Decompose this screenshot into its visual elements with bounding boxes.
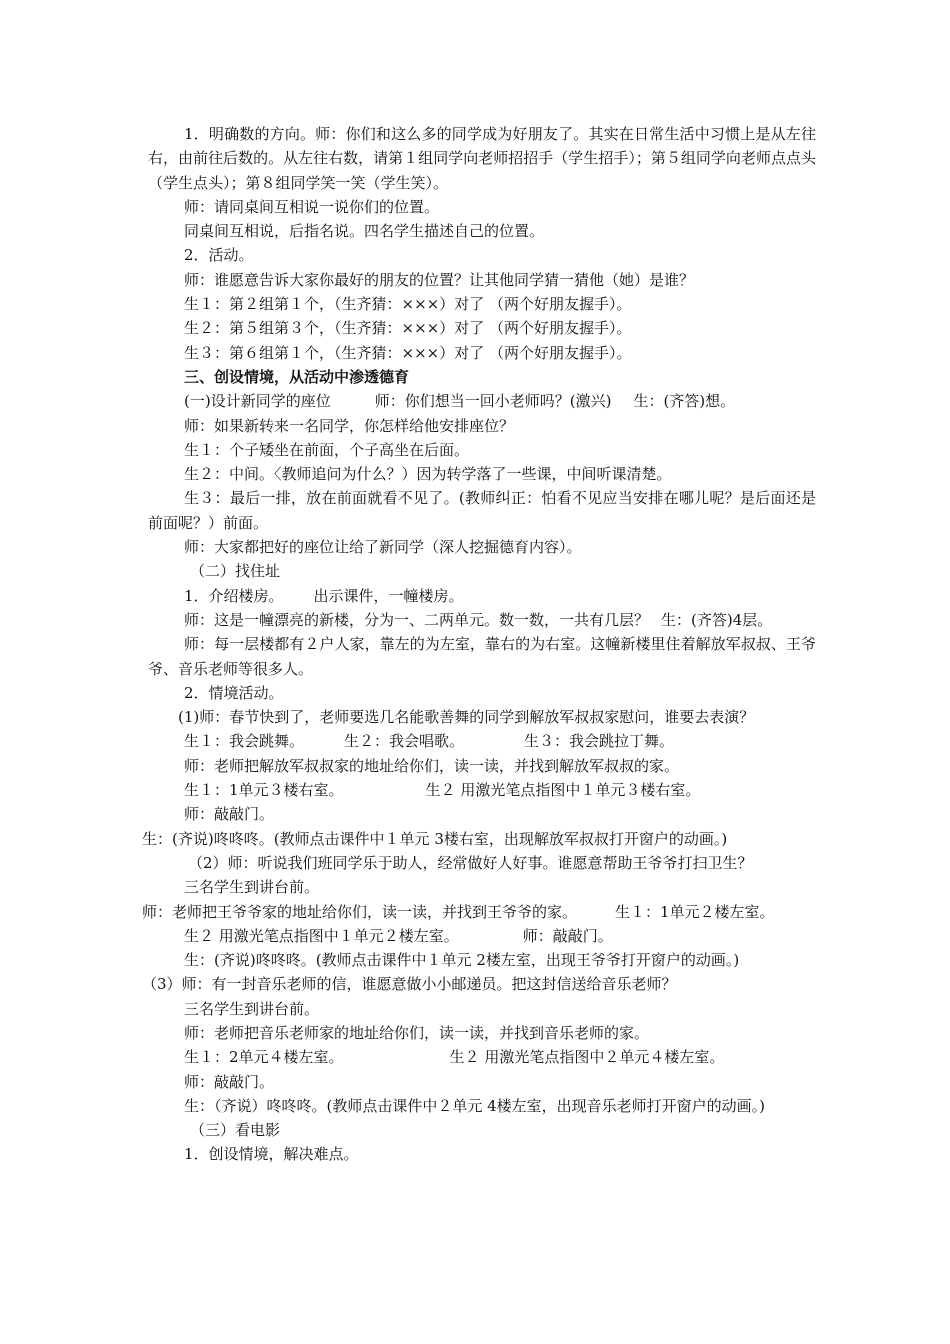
grandpa-address-answer: 生１：1单元２楼左室。 (615, 902, 775, 921)
performer-3: 生３：我会跳拉丁舞。 (524, 732, 675, 751)
performer-1: 生１：我会跳舞。 (184, 732, 305, 751)
building-floors-answer: 生：(齐答)4层。 (661, 610, 773, 629)
music-answer-2: 生２ 用激光笔点指图中２单元４楼左室。 (449, 1048, 725, 1067)
seat-subheading: (一)设计新同学的座位 (184, 392, 331, 411)
paragraph-soldier-answer (148, 778, 816, 802)
paragraph-student-3: 生３：第６组第１个，（生齐猜：×××）对了 （两个好朋友握手）。 (184, 343, 632, 362)
paragraph-seat-answer-1: 生１：个子矮坐在前面，个子高坐在后面。 (184, 440, 470, 459)
seat-teacher: 师：你们想当一回小老师吗？(激兴) (374, 392, 612, 411)
grandpa-address-teacher: 师：老师把王爷爷家的地址给你们，读一读，并找到王爷爷的家。 (142, 902, 578, 921)
music-answer-1: 生１：2单元４楼左室。 (184, 1048, 344, 1067)
paragraph-teacher-question: 师：谁愿意告诉大家你最好的朋友的位置？让其他同学猜一猜他（她）是谁？ (184, 270, 695, 289)
paragraph-desk-mates-talk: 同桌间互相说，后指名说。四名学生描述自己的位置。 (184, 222, 545, 241)
paragraph-music-teacher-letter: （3）师：有一封音乐老师的信，谁愿意做小小邮递员。把这封信送给音乐老师？ (142, 975, 677, 994)
paragraph-knock-response-3: 生：（齐说）咚咚咚。(教师点击课件中２单元 4楼左室，出现音乐老师打开窗户的动画。) (184, 1096, 766, 1115)
paragraph-help-grandpa: （2）师：听说我们班同学乐于助人，经常做好人好事。谁愿意帮助王爷爷打扫卫生？ (188, 853, 753, 872)
paragraph-knock-1: 师：敲敲门。 (184, 805, 275, 824)
paragraph-seat-answer-3: 生３：最后一排，放在前面就看不见了。(教师纠正：怕看不见应当安排在哪儿呢？是后面还是前面呢？）前面。 (148, 489, 816, 532)
paragraph-grandpa-address (142, 900, 816, 924)
paragraph-activity-heading: 2．活动。 (184, 246, 254, 265)
paragraph-building-residents: 师：每一层楼都有２户人家，靠左的为左室，靠右的为右室。这幢新楼里住着解放军叔叔、王爷爷、音乐老师等很多人。 (148, 635, 816, 678)
paragraph-seat-summary: 师：大家都把好的座位让给了新同学（深人挖掘德育内容）。 (184, 538, 582, 557)
paragraph-music-teacher-address: 师：老师把音乐老师家的地址给你们，读一读，并找到音乐老师的家。 (184, 1023, 650, 1042)
grandpa-pointer-student: 生２ 用激光笔点指图中１单元２楼左室。 (184, 926, 459, 945)
paragraph-teacher-desk-mate: 师：请同桌间互相说一说你们的位置。 (184, 197, 440, 216)
paragraph-knock-response-1: 生：(齐说)咚咚咚。(教师点击课件中１单元 3楼右室，出现解放军叔叔打开窗户的动画。) (142, 829, 728, 848)
paragraph-music-teacher-answer (148, 1045, 816, 1069)
paragraph-seat-answer-2: 生２：中间。〈教师追问为什么？）因为转学落了一些课，中间听课清楚。 (184, 465, 672, 484)
paragraph-new-student-question: 师：如果新转来一名同学，你怎样给他安排座位？ (184, 416, 515, 435)
building-intro-label: 1．介绍楼房。 (184, 586, 284, 605)
paragraph-seat-design (148, 389, 816, 413)
building-intro-courseware: 出示课件，一幢楼房。 (313, 586, 464, 605)
paragraph-student-2: 生２：第５组第３个，（生齐猜：×××）对了 （两个好朋友握手）。 (184, 319, 632, 338)
paragraph-find-address-heading: （二）找住址 (190, 562, 281, 581)
paragraph-clarify-direction: 1．明确数的方向。师：你们和这么多的同学成为好朋友了。其实在日常生活中习惯上是从左往右，由前往后数的。从左往右数，请第１组同学向老师招招手（学生招手）；第５组同学向老师点点头（学生点头）；第８组同学笑一笑（学生笑）。 (148, 125, 816, 192)
grandpa-pointer-knock: 师：敲敲门。 (522, 926, 613, 945)
paragraph-grandpa-pointer (148, 924, 816, 948)
paragraph-spring-festival: (1)师：春节快到了，老师要选几名能歌善舞的同学到解放军叔叔家慰问，谁要去表演？ (178, 708, 755, 727)
seat-students: 生：(齐答)想。 (633, 392, 736, 411)
paragraph-create-situation: 1．创设情境，解决难点。 (184, 1145, 359, 1164)
paragraph-student-1: 生１：第２组第１个，（生齐猜：×××）对了 （两个好朋友握手）。 (184, 295, 632, 314)
performer-2: 生２：我会唱歌。 (344, 732, 465, 751)
document-body (142, 122, 816, 1167)
soldier-answer-2: 生２ 用激光笔点指图中１单元３楼右室。 (425, 781, 701, 800)
paragraph-three-students-1: 三名学生到讲台前。 (184, 878, 320, 897)
paragraph-knock-3: 师：敲敲门。 (184, 1072, 275, 1091)
paragraph-three-students-2: 三名学生到讲台前。 (184, 999, 320, 1018)
paragraph-soldier-address: 师：老师把解放军叔叔家的地址给你们，读一读，并找到解放军叔叔的家。 (184, 756, 680, 775)
soldier-answer-1: 生１：1单元３楼右室。 (184, 781, 344, 800)
paragraph-knock-response-2: 生：(齐说)咚咚咚。(教师点击课件中１单元 2楼左室，出现王爷爷打开窗户的动画。) (184, 951, 740, 970)
paragraph-building-intro (148, 584, 816, 608)
paragraph-performers (148, 729, 816, 753)
paragraph-movie-heading: （三）看电影 (190, 1121, 281, 1140)
paragraph-situation-activity: 2．情境活动。 (184, 683, 284, 702)
building-floors-teacher: 师：这是一幢漂亮的新楼，分为一、二两单元。数一数，一共有几层？ (184, 610, 650, 629)
section-heading-3: 三、创设情境，从活动中渗透德育 (184, 367, 410, 386)
paragraph-building-floors (148, 608, 816, 632)
